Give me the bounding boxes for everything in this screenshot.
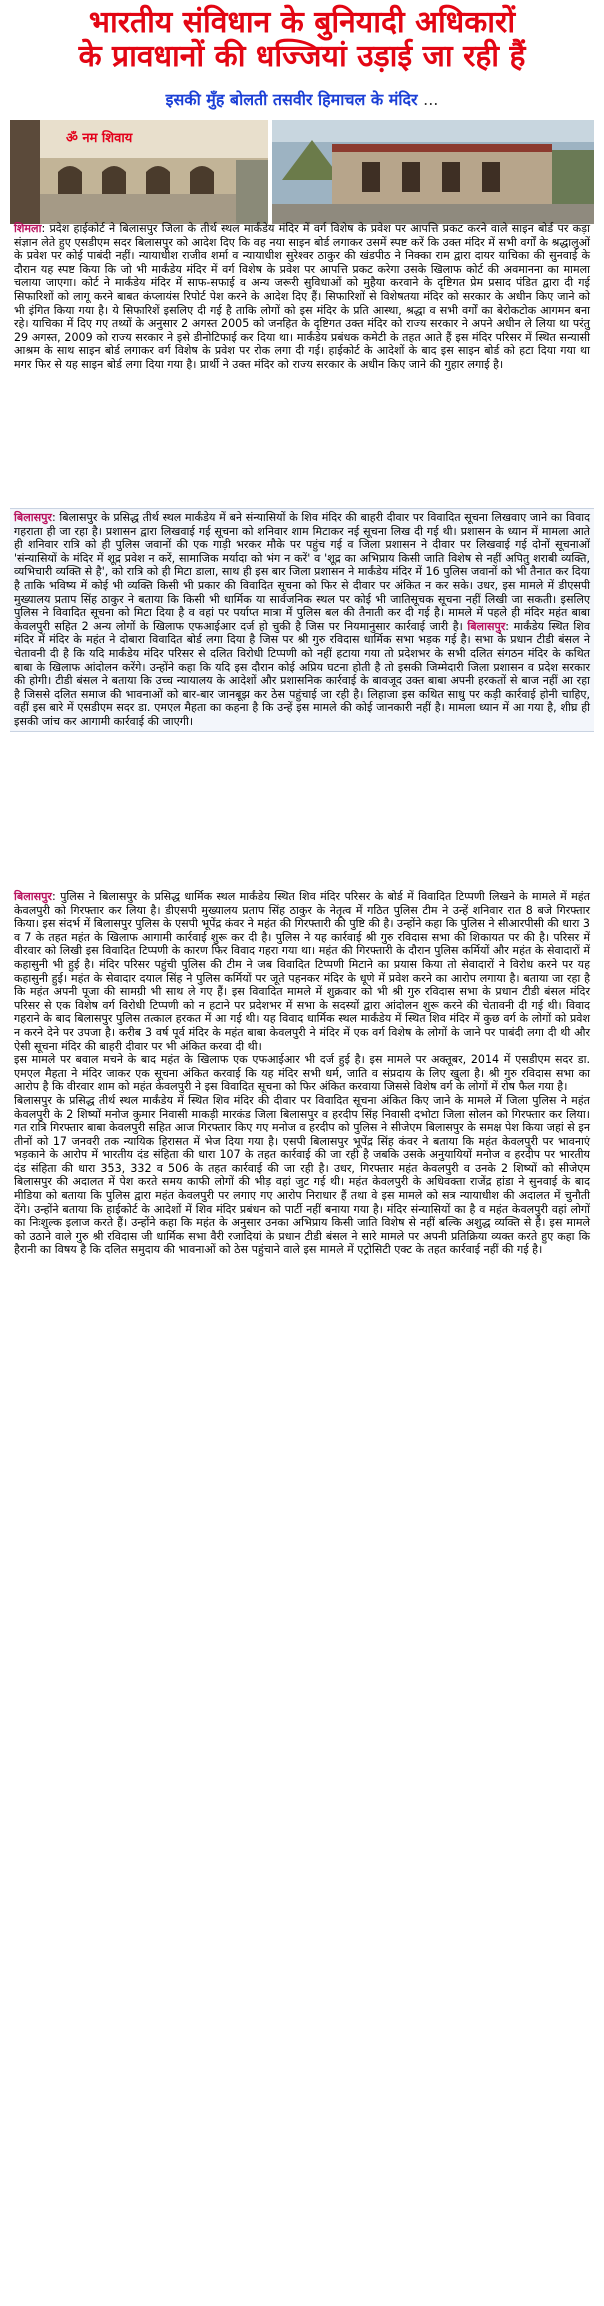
temple-sign-text: ॐ नम शिवाय: [66, 131, 133, 146]
headline: [8, 6, 596, 74]
article-paragraph: [14, 511, 590, 729]
article-place-shimla: शिमला: [14, 222, 42, 235]
article-paragraph: [14, 222, 590, 372]
headline-line-1: भारतीय संविधान के बुनियादी अधिकारों: [88, 5, 516, 40]
article-paragraph: [14, 890, 590, 1257]
article-body-bilaspur-1: : बिलासपुर के प्रसिद्ध तीर्थ स्थल मार्कंडेय में बने संन्यासियों के शिव मंदिर की बाहरी दीवार पर विवादित सूचना लिखवाए जाने का विवाद गहराता ही जा रहा है। प्रशासन द्वारा लिखवाई गई सूचना को शनिवार शाम मिटाकर नई सूचना लिख दी गई थी। प्रशासन के ध्यान में मामला आते ही शनिवार रात्रि को ही पुलिस जवानों की एक गाड़ी भरकर मौके पर पहुंच गई व जिला प्रशासन ने दीवार पर लिखवाई गई दोनों सूचनाओं 'संन्यासियों के मंदिर में शूद्र प्रवेश न करें, सामाजिक मर्यादा को भंग न करें' व 'शूद्र का अभिप्राय किसी जाति विशेष से नहीं अपितु शराबी व्यक्ति, व्यभिचारी व्यक्ति से है', को रात्रि को ही मिटा डाला, साथ ही इस बार जिला प्रशासन ने मार्कंडेय मंदिर में 16 पुलिस जवानों को भी तैनात कर दिया है ताकि भविष्य में कोई भी व्यक्ति किसी भी प्रकार की विवादित सूचना को फिर से दीवार पर अंकित न कर सके। उधर, इस मामले में डीएसपी मुख्यालय प्रताप सिंह ठाकुर ने बताया कि किसी भी धार्मिक या सार्वजनिक स्थल पर कोई भी जातिसूचक सूचना नहीं लिखी जा सकती। इसलिए पुलिस ने विवादित सूचना को मिटा दिया है व वहां पर पर्याप्त मात्रा में पुलिस बल की तैनाती कर दी गई है। मामले में पहले ही मंदिर महंत बाबा केवलपुरी सहित 2 अन्य लोगों के खिलाफ एफआईआर दर्ज हो चुकी है जिस पर नियमानुसार कार्रवाई जारी है।: [14, 511, 590, 633]
article-body-bilaspur-2: : पुलिस ने बिलासपुर के प्रसिद्ध धार्मिक स्थल मार्कंडेय स्थित शिव मंदिर परिसर के बोर्ड में विवादित टिप्पणी लिखने के मामले में महंत केवलपुरी को गिरफ्तार कर लिया है। डीएसपी मुख्यालय प्रताप सिंह ठाकुर के नेतृत्व में गठित पुलिस टीम ने उन्हें शनिवार रात 8 बजे गिरफ्तार किया। इस संदर्भ में बिलासपुर पुलिस के एसपी भूपेंद्र कंवर ने महंत की गिरफ्तारी की पुष्टि की है। उन्होंने कहा कि पुलिस ने सीआरपीसी की धारा 3 व 7 के तहत महंत के खिलाफ आगामी कार्रवाई शुरू कर दी है। पुलिस ने यह कार्रवाई श्री गुरु रविदास सभा की शिकायत पर की है। परिसर में वीरवार को लिखी इस विवादित टिप्पणी के कारण फिर विवाद गहरा गया था। महंत की गिरफ्तारी के दौरान पुलिस कर्मियों और महंत के सेवादारों में कहासुनी भी हुई है। मंदिर परिसर पहुंची पुलिस की टीम ने जब विवादित टिप्पणी मिटाने का प्रयास किया तो सेवादारों ने विरोध करने पर यह कहासुनी हुई। महंत के सेवादार दयाल सिंह ने पुलिस कर्मियों पर जूते पहनकर मंदिर के धूणे में प्रवेश करने का आरोप लगाया है। बताया जा रहा है कि महंत अपनी पूजा की सामग्री भी साथ ले गए हैं। इस विवादित मामले में शुक्रवार को भी श्री गुरु रविदास सभा के प्रधान टीडी बंसल मंदिर परिसर से एक विशेष वर्ग विरोधी टिप्पणी को न हटाने पर प्रदेशभर में सभा के सदस्यों द्वारा आंदोलन शुरू करने की चेतावनी दी गई थी। विवाद गहराने के बाद बिलासपुर पुलिस तत्काल हरकत में आ गई थी। यह विवाद धार्मिक स्थल मार्कंडेय में स्थित शिव मंदिर में कुछ वर्ग के लोगों को प्रवेश न करने देने पर उपजा है। करीब 3 वर्ष पूर्व मंदिर के महंत बाबा केवलपुरी ने मंदिर में एक वर्ग विशेष के लोगों के जाने पर पाबंदी लगा दी थी और ऐसी सूचना मंदिर की बाहरी दीवार पर भी अंकित करवा दी थी। इस मामले पर बवाल मचने के बाद महंत के खिलाफ एक एफआईआर भी दर्ज हुई है। इस मामले पर अक्तूबर, 2014 में एसडीएम सदर डा. एमएल मैहता ने मंदिर जाकर एक सूचना अंकित करवाई कि यह मंदिर सभी धर्म, जाति व संप्रदाय के लिए खुला है। श्री गुरु रविदास सभा का आरोप है कि वीरवार शाम को महंत केवलपुरी ने इस विवादित सूचना को फिर अंकित करवाया जिससे विशेष वर्ग के लोगों में रोष फैल गया है। बिलासपुर के प्रसिद्ध तीर्थ स्थल मार्कंडेय में स्थित शिव मंदिर की दीवार पर विवादित सूचना अंकित किए जाने के मामले में जिला पुलिस ने महंत केवलपुरी के 2 शिष्यों मनोज कुमार निवासी माकड़ी मारकंड जिला बिलासपुर व हरदीप सिंह निवासी दभोटा जिला सोलन को गिरफ्तार कर लिया। गत रात्रि गिरफ्तार बाबा केवलपुरी सहित आज गिरफ्तार किए गए मनोज व हरदीप को पुलिस ने सीजेएम बिलासपुर के समक्ष पेश किया जहां से इन तीनों को 17 जनवरी तक न्यायिक हिरासत में भेज दिया गया है। एसपी बिलासपुर भूपेंद्र सिंह कंवर ने बताया कि महंत केवलपुरी पर भावनाएं भड़काने के आरोप में भारतीय दंड संहिता की धारा 107 के तहत कार्रवाई की जा रही है जबकि उसके अनुयायियों मनोज व हरदीप पर भारतीय दंड संहिता की धारा 353, 332 व 506 के तहत कार्रवाई की जा रही है। उधर, गिरफ्तार महंत केवलपुरी व उनके 2 शिष्यों को सीजेएम बिलासपुर की अदालत में पेश करते समय काफी लोगों की भीड़ वहां जुट गई थी। महंत केवलपुरी के अधिवक्ता राजेंद्र हांडा ने सुनवाई के बाद मीडिया को बताया कि पुलिस द्वारा महंत केवलपुरी पर लगाए गए आरोप निराधार हैं तथा वे इस मामले को सत्र न्यायाधीश की अदालत में चुनौती देंगे। उन्होंने बताया कि हाईकोर्ट के आदेशों में शिव मंदिर प्रबंधन को पार्टी नहीं बनाया गया है। मंदिर संन्यासियों का है व महंत केवलपुरी वहां लोगों का निःशुल्क इलाज करते हैं। उन्होंने कहा कि महंत के अनुसार उनका अभिप्राय किसी जाति विशेष से नहीं बल्कि अशुद्ध व्यक्ति से है। इस मामले को उठाने वाले गुरु श्री रविदास जी धार्मिक सभा वैरी रजादियां के प्रधान टीडी बंसल ने सारे मामले पर अपनी प्रतिक्रिया व्यक्त करते हुए कहा कि हैरानी का विषय है कि दलित समुदाय की भावनाओं को ठेस पहुंचाने वाले इस मामले में एट्रोसिटी एक्ट के तहत कार्रवाई नहीं की गई है।: [14, 890, 590, 1257]
temple-photo-right: [272, 120, 594, 224]
subheadline-text: इसकी मुँह बोलती तसवीर हिमाचल के मंदिर: [165, 90, 418, 109]
article-body-shimla: : प्रदेश हाईकोर्ट ने बिलासपुर जिला के तीर्थ स्थल मार्कंडेय मंदिर में वर्ग विशेष के प्रवेश पर आपत्ति प्रकट करने वाले साइन बोर्ड पर कड़ा संज्ञान लेते हुए एसडीएम सदर बिलासपुर को आदेश दिए कि वह नया साइन बोर्ड लगाकर उसमें स्पष्ट करें कि उक्त मंदिर में सभी वर्गों के श्रद्धालुओं के प्रवेश पर कोई पाबंदी नहीं। न्यायाधीश राजीव शर्मा व न्यायाधीश सुरेश्वर ठाकुर की खंडपीठ ने निक्का राम द्वारा दायर याचिका की सुनवाई के दौरान यह स्पष्ट किया कि जो भी मार्कंडेय मंदिर में वर्ग विशेष के प्रवेश पर आपत्ति प्रकट करेगा उसके खिलाफ कोर्ट की अवमानना का मामला चलाया जाएगा। कोर्ट ने मार्कंडेय मंदिर में साफ-सफाई व अन्य जरूरी सुविधाओं को मुहैया करवाने के दृष्टिगत प्रेम प्रसाद पंडित द्वारा दी गई सिफारिशों को लागू करने बाबत कंप्लायंस रिपोर्ट पेश करने के आदेश दिए हैं। सिफारिशों से विशेषतया मंदिर को सरकार के अधीन किए जाने को भी इंगित किया गया है। ये सिफारिशें इसलिए दी गई है ताकि लोगों को इस मंदिर के प्रति आस्था, श्रद्धा व सभी वर्गों का बेरोकटोक आगमन बना रहे। याचिका में दिए गए तथ्यों के अनुसार 2 अगस्त 2005 को जनहित के दृष्टिगत उक्त मंदिर को राज्य सरकार ने अपने अधीन ले लिया था परंतु 29 अगस्त, 2009 को राज्य सरकार ने इसे डीनोटिफाई कर दिया था। मार्कंडेय प्रबंधक कमेटी के तहत आते हैं इस मंदिर परिसर में स्थित सन्यासी आश्रम के साथ साइन बोर्ड लगाकर वर्ग विशेष के प्रवेश पर रोक लगा दी गई। हाईकोर्ट के आदेशों के बाद इस साइन बोर्ड को हटा दिया गया था मगर फिर से यह साइन बोर्ड लगा दिया गया है। प्रार्थी ने उक्त मंदिर को राज्य सरकार के अधीन किए जाने की गुहार लगाई है।: [14, 222, 590, 371]
article-bilaspur-2: [10, 888, 594, 1259]
temple-building-illustration: [272, 120, 594, 224]
article-place-bilaspur-1b: बिलासपुर: [467, 619, 506, 633]
article-shimla: [10, 220, 594, 374]
temple-photo-left: [10, 120, 268, 224]
article-place-bilaspur-2: बिलासपुर: [14, 890, 52, 903]
article-bilaspur-1: [10, 508, 594, 732]
subheadline: [0, 88, 604, 110]
article-place-bilaspur-1: बिलासपुर: [14, 511, 52, 524]
headline-line-2: के प्रावधानों की धज्जियां उड़ाई जा रही हैं: [78, 39, 526, 74]
photo-strip: [10, 120, 594, 226]
temple-courtyard-illustration: [10, 120, 268, 224]
article-body-bilaspur-1b: : मार्कंडेय स्थित शिव मंदिर में मंदिर के महंत ने दोबारा विवादित बोर्ड लगा दिया है जिस पर श्री गुरु रविदास धार्मिक सभा भड़क गई है। सभा के प्रधान टीडी बंसल ने चेतावनी दी है कि यदि मार्कंडेय मंदिर परिसर से दलित विरोधी टिप्पणी को नहीं हटाया गया तो प्रदेशभर के सभी दलित संगठन मंदिर के कथित बाबा के खिलाफ आंदोलन करेंगे। उन्होंने कहा कि यदि इस दौरान कोई अप्रिय घटना होती है तो इसकी जिम्मेदारी जिला प्रशासन व प्रदेश सरकार की होगी। टीडी बंसल ने बताया कि उच्च न्यायालय के आदेशों और प्रशासनिक कार्रवाई के बावजूद उक्त बाबा अपनी हरकतों से बाज नहीं आ रहा है जिससे दलित समाज की भावनाओं को बार-बार जानबूझ कर ठेस पहुंचाई जा रही है। लिहाजा इस कथित साधु पर कड़ी कार्रवाई होनी चाहिए, वहीं इस बारे में एसडीएम सदर डा. एमएल मैहता का कहना है कि उन्हें इस मामले की कोई जानकारी नहीं है। मामला ध्यान में आ गया है, शीघ्र ही इसकी जांच कर आगामी कार्रवाई की जाएगी।: [14, 619, 590, 728]
subheadline-ellipsis: ...: [423, 90, 439, 109]
